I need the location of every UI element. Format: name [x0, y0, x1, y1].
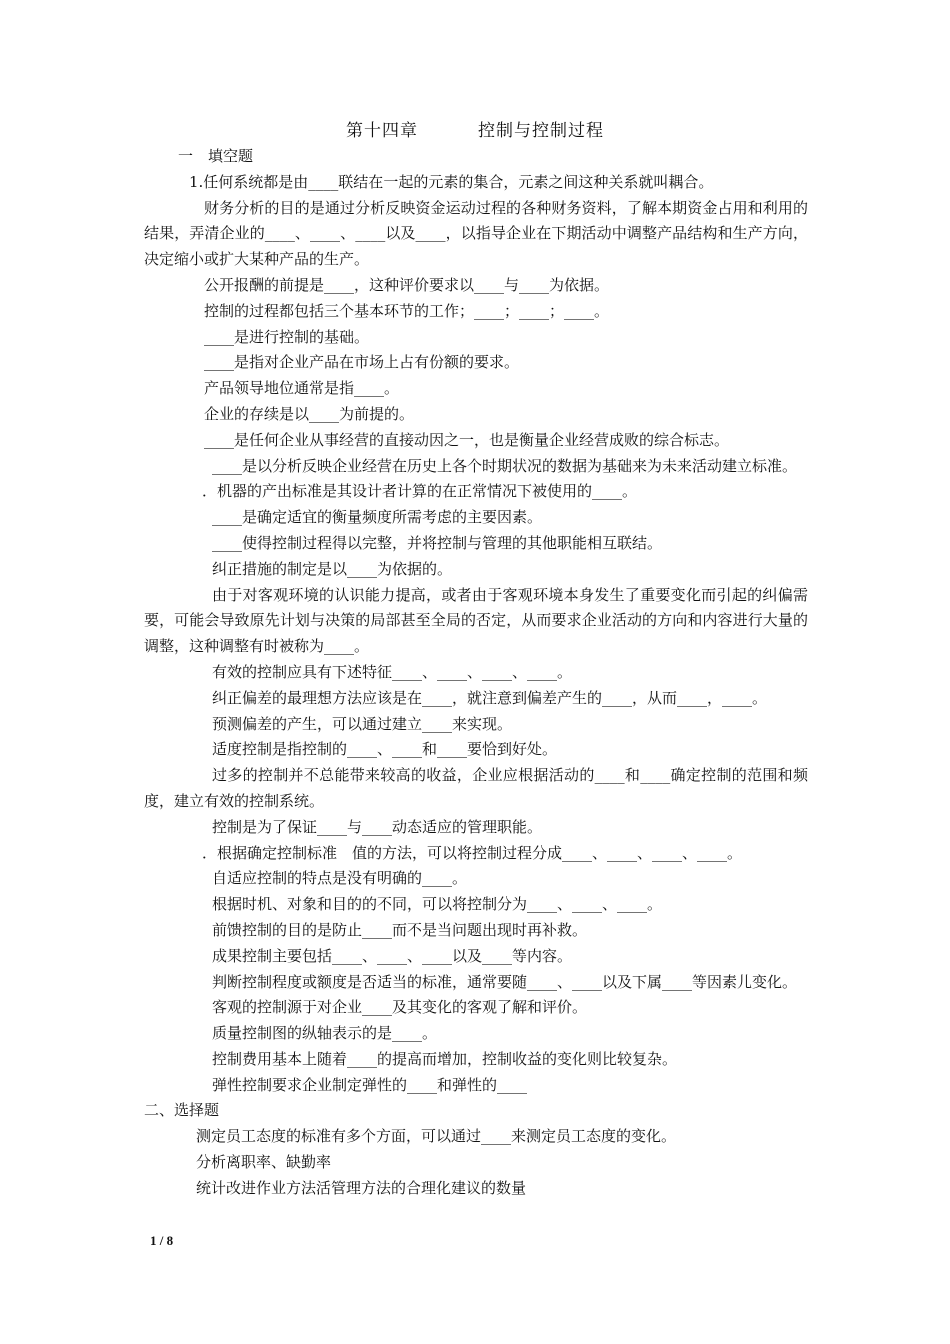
section-heading-fill-in: 一 填空题	[178, 147, 254, 165]
question-line: 控制是为了保证____与____动态适应的管理职能。	[212, 817, 543, 836]
question-line: 1.任何系统都是由____联结在一起的元素的集合，元素之间这种关系就叫耦合。	[189, 172, 714, 191]
section-heading-choice: 二、选择题	[144, 1101, 220, 1120]
question-line: 纠正措施的制定是以____为依据的。	[212, 559, 453, 578]
question-line: 控制费用基本上随着____的提高而增加，控制收益的变化则比较复杂。	[212, 1049, 678, 1068]
question-line: 前馈控制的目的是防止____而不是当问题出现时再补救。	[212, 920, 588, 939]
question-line: ____使得控制过程得以完整，并将控制与管理的其他职能相互联结。	[212, 533, 663, 552]
question-line: 适度控制是指控制的____、____和____要恰到好处。	[212, 740, 558, 759]
question-paragraph: 财务分析的目的是通过分析反映资金运动过程的各种财务资料，了解本期资金占用和利用的结果，弄清企业的____、____、____以及____，以指导企业在下期活动中调整产品结构和生产方向，决定缩小或扩大某种产品的生产。	[144, 198, 808, 269]
question-line: ____是任何企业从事经营的直接动因之一，也是衡量企业经营成败的综合标志。	[204, 430, 730, 449]
question-line: 公开报酬的前提是____，这种评价要求以____与____为依据。	[204, 275, 610, 294]
question-line: ．机器的产出标准是其设计者计算的在正常情况下被使用的____。	[202, 482, 638, 501]
question-line: 有效的控制应具有下述特征____、____、____、____。	[212, 662, 573, 681]
question-paragraph: 过多的控制并不总能带来较高的收益，企业应根据活动的____和____确定控制的范围和频度，建立有效的控制系统。	[144, 766, 808, 810]
question-line: ．根据确定控制标准 值的方法，可以将控制过程分成____、____、____、____。	[202, 843, 743, 862]
chapter-title	[0, 116, 950, 141]
question-line: 自适应控制的特点是没有明确的____。	[212, 869, 468, 888]
page-number: 1 / 8	[150, 1233, 174, 1248]
question-line: 控制的过程都包括三个基本环节的工作；____；____；____。	[204, 301, 610, 320]
question-line: ____是确定适宜的衡量频度所需考虑的主要因素。	[212, 508, 543, 527]
question-line: 成果控制主要包括____、____、____以及____等内容。	[212, 946, 573, 965]
question-line: 纠正偏差的最理想方法应该是在____，就注意到偏差产生的____，从而____，____。	[212, 688, 768, 707]
question-line: 根据时机、对象和目的的不同，可以将控制分为____、____、____。	[212, 895, 663, 914]
question-line: ____是进行控制的基础。	[204, 327, 370, 346]
choice-question-line: 测定员工态度的标准有多个方面，可以通过____来测定员工态度的变化。	[196, 1127, 677, 1146]
question-line: 质量控制图的纵轴表示的是____。	[212, 1024, 438, 1043]
question-line: 客观的控制源于对企业____及其变化的客观了解和评价。	[212, 998, 588, 1017]
question-line: 企业的存续是以____为前提的。	[204, 404, 415, 423]
chapter-number: 第十四章	[346, 121, 418, 141]
question-paragraph: 由于对客观环境的认识能力提高，或者由于客观环境本身发生了重要变化而引起的纠偏需要，可能会导致原先计划与决策的局部甚至全局的否定，从而要求企业活动的方向和内容进行大量的调整，这种调整有时被称为____。	[144, 585, 808, 656]
question-paragraph: ____是以分析反映企业经营在历史上各个时期状况的数据为基础来为未来活动建立标准。	[212, 456, 798, 475]
chapter-name: 控制与控制过程	[478, 121, 604, 141]
choice-option: 统计改进作业方法活管理方法的合理化建议的数量	[196, 1178, 527, 1197]
question-paragraph: 判断控制程度或额度是否适当的标准，通常要随____、____以及下属____等因素儿变化。	[212, 972, 798, 991]
question-line: 产品领导地位通常是指____。	[204, 379, 400, 398]
question-line: ____是指对企业产品在市场上占有份额的要求。	[204, 353, 520, 372]
question-line: 弹性控制要求企业制定弹性的____和弹性的____	[212, 1075, 528, 1094]
document-body	[144, 144, 808, 1202]
question-line: 预测偏差的产生，可以通过建立____来实现。	[212, 714, 513, 733]
choice-option: 分析离职率、缺勤率	[196, 1153, 332, 1172]
